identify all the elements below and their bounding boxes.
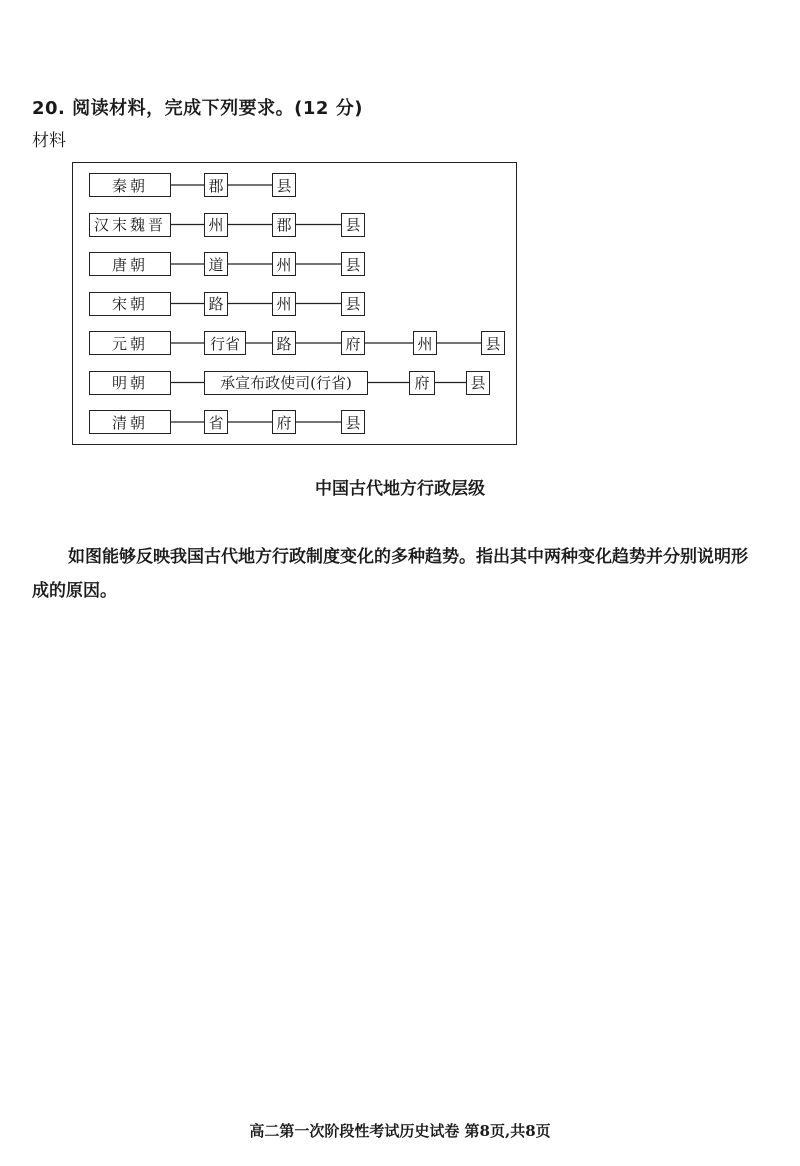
dynasty-box: 唐朝 xyxy=(89,252,171,276)
level-box: 路 xyxy=(272,331,296,355)
material-label: 材料 xyxy=(32,131,66,151)
page-footer: 高二第一次阶段性考试历史试卷 第8页,共8页 xyxy=(249,1122,551,1140)
dynasty-box: 元朝 xyxy=(89,331,171,355)
level-box: 承宣布政使司(行省) xyxy=(204,371,368,395)
level-box: 府 xyxy=(272,410,296,434)
level-box: 州 xyxy=(272,252,296,276)
diagram-caption: 中国古代地方行政层级 xyxy=(315,479,485,499)
level-box: 县 xyxy=(481,331,505,355)
level-box: 县 xyxy=(341,410,365,434)
level-box: 府 xyxy=(341,331,365,355)
level-box: 县 xyxy=(341,252,365,276)
level-box: 省 xyxy=(204,410,228,434)
level-box: 州 xyxy=(204,213,228,237)
level-box: 路 xyxy=(204,292,228,316)
level-box: 县 xyxy=(341,213,365,237)
level-box: 府 xyxy=(409,371,435,395)
dynasty-box: 明朝 xyxy=(89,371,171,395)
dynasty-box: 秦朝 xyxy=(89,173,171,197)
dynasty-box: 宋朝 xyxy=(89,292,171,316)
level-box: 县 xyxy=(341,292,365,316)
level-box: 州 xyxy=(272,292,296,316)
level-box: 县 xyxy=(466,371,490,395)
dynasty-box: 清朝 xyxy=(89,410,171,434)
level-box: 道 xyxy=(204,252,228,276)
level-box: 行省 xyxy=(204,331,246,355)
level-box: 郡 xyxy=(272,213,296,237)
question-title: 20. 阅读材料，完成下列要求。(12 分) xyxy=(32,98,363,119)
level-box: 郡 xyxy=(204,173,228,197)
level-box: 州 xyxy=(413,331,437,355)
level-box: 县 xyxy=(272,173,296,197)
question-prompt: 如图能够反映我国古代地方行政制度变化的多种趋势。指出其中两种变化趋势并分别说明形成的原因。 xyxy=(32,547,748,601)
dynasty-box: 汉末魏晋 xyxy=(89,213,171,237)
administrative-hierarchy-diagram xyxy=(72,162,517,445)
